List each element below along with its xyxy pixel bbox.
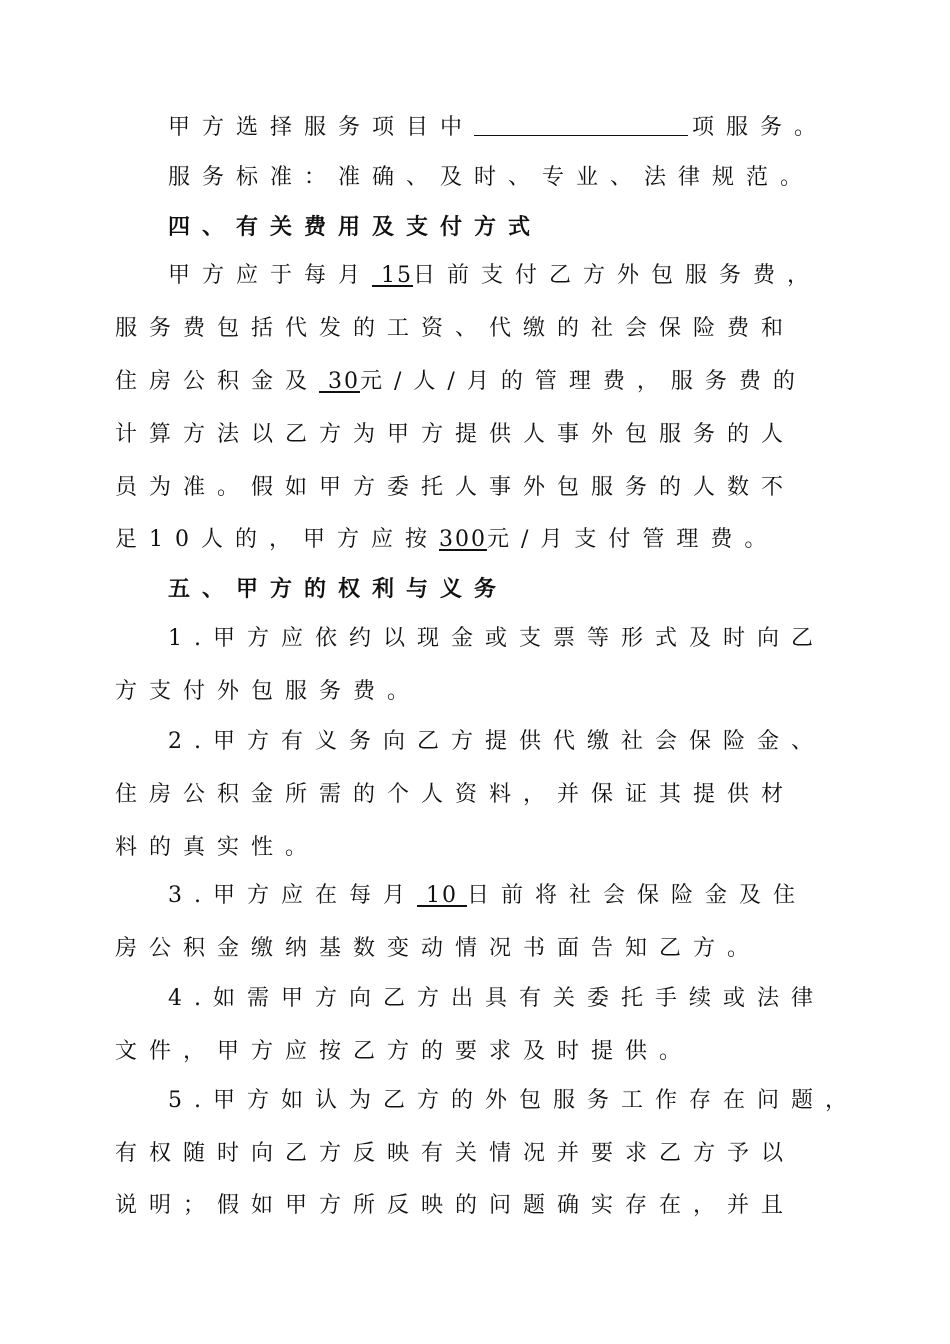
underlined-value: 30 xyxy=(319,369,361,394)
body-line xyxy=(115,525,778,555)
text-segment: 甲方选择服务项目中 xyxy=(168,115,475,140)
text-segment: 元/月支付管理费。 xyxy=(487,527,779,552)
list-item-5: 5.甲方如认为乙方的外包服务工作存在问题， xyxy=(168,1088,859,1113)
underlined-value: 10 xyxy=(417,883,467,908)
text-segment: 日前支付乙方外包服务费， xyxy=(413,263,822,288)
section-heading-rights: 五、甲方的权利与义务 xyxy=(168,576,509,602)
body-line: 房公积金缴纳基数变动情况书面告知乙方。 xyxy=(115,936,762,961)
body-line xyxy=(115,367,807,397)
text-segment: 住房公积金及 xyxy=(115,369,320,394)
underlined-value: 300 xyxy=(439,527,487,552)
body-line: 说明；假如甲方所反映的问题确实存在，并且 xyxy=(115,1193,796,1218)
body-line: 住房公积金所需的个人资料，并保证其提供材 xyxy=(115,782,796,807)
text-segment: 甲方应于每月 xyxy=(168,263,373,288)
section-heading-fees: 四、有关费用及支付方式 xyxy=(168,214,543,240)
body-line: 方支付外包服务费。 xyxy=(115,679,422,704)
body-line: 计算方法以乙方为甲方提供人事外包服务的人 xyxy=(115,422,796,447)
fill-in-blank xyxy=(474,115,688,136)
body-line: 文件，甲方应按乙方的要求及时提供。 xyxy=(115,1039,694,1064)
text-segment: 元/人/月的管理费，服务费的 xyxy=(360,369,807,394)
list-item-3 xyxy=(168,881,807,911)
service-selection-line xyxy=(168,113,828,143)
service-standard-line: 服务标准：准确、及时、专业、法律规范。 xyxy=(168,165,815,190)
text-segment: 足10人的，甲方应按 xyxy=(115,527,439,552)
list-item-1: 1.甲方应依约以现金或支票等形式及时向乙 xyxy=(168,626,825,651)
text-segment: 3.甲方应在每月 xyxy=(168,883,417,908)
text-segment: 日前将社会保险金及住 xyxy=(466,883,807,908)
list-item-4: 4.如需甲方向乙方出具有关委托手续或法律 xyxy=(168,986,825,1011)
body-line: 有权随时向乙方反映有关情况并要求乙方予以 xyxy=(115,1141,796,1166)
text-segment: 项服务。 xyxy=(692,115,829,140)
body-line: 员为准。假如甲方委托人事外包服务的人数不 xyxy=(115,475,796,500)
body-line: 料的真实性。 xyxy=(115,835,320,860)
underlined-value: 15 xyxy=(372,263,414,288)
body-line: 服务费包括代发的工资、代缴的社会保险费和 xyxy=(115,316,796,341)
body-line xyxy=(168,261,821,291)
list-item-2: 2.甲方有义务向乙方提供代缴社会保险金、 xyxy=(168,729,825,754)
